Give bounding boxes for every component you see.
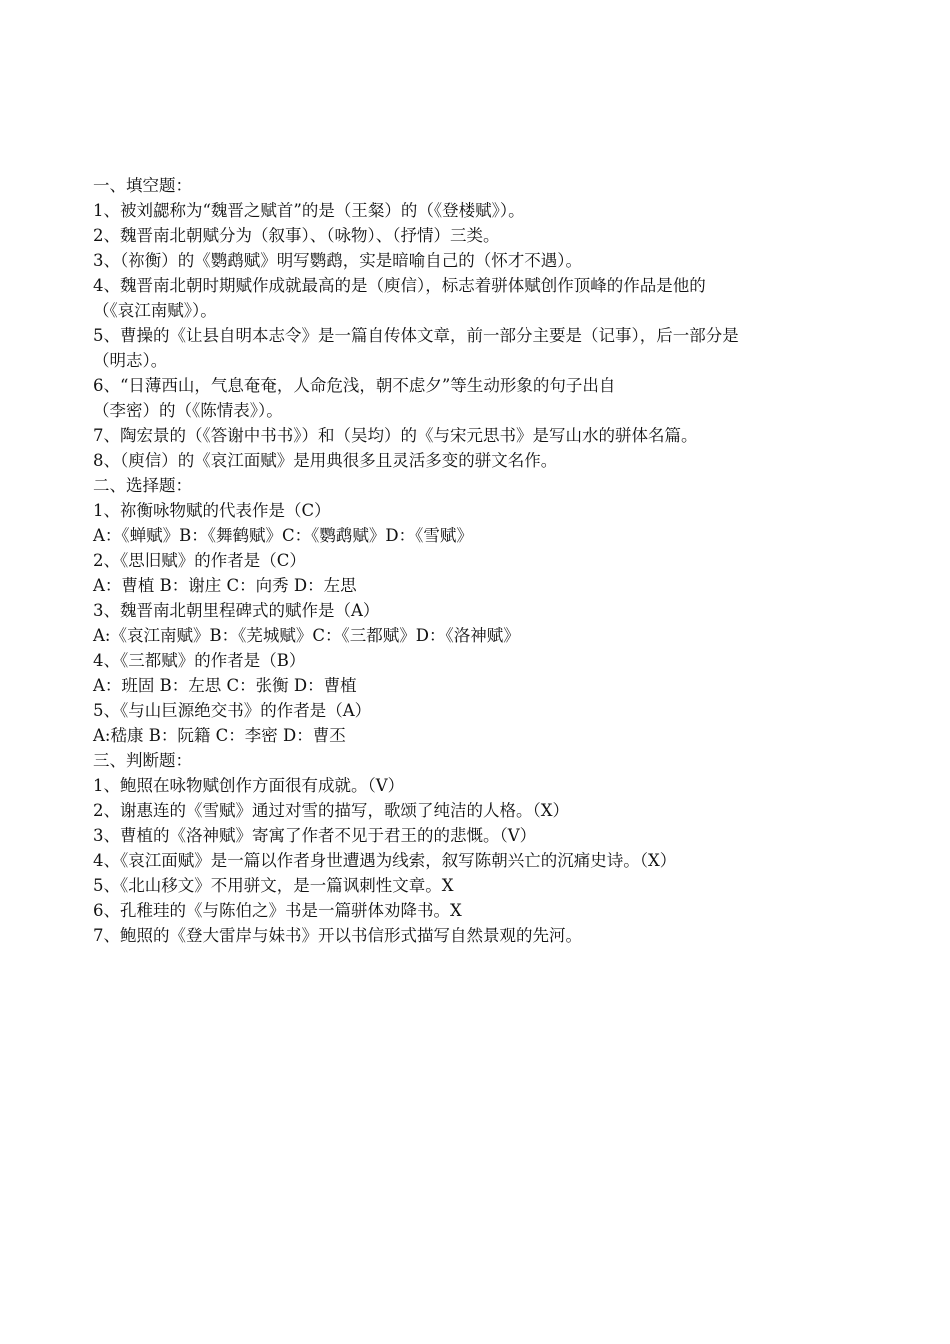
choice-question-1: 1、祢衡咏物赋的代表作是（C） bbox=[93, 501, 331, 520]
fill-in-question-1: 1、被刘勰称为“魏晋之赋首”的是（王粲）的（《登楼赋》）。 bbox=[93, 201, 525, 220]
fill-in-question-8: 8、（庾信）的《哀江面赋》是用典很多且灵活多变的骈文名作。 bbox=[93, 451, 558, 470]
choice-options-5: A:嵇康 B：阮籍 C：李密 D：曹丕 bbox=[93, 726, 346, 745]
fill-in-question-5: 5、曹操的《让县自明本志令》是一篇自传体文章，前一部分主要是（记事），后一部分是 bbox=[93, 326, 739, 345]
true-false-question-1: 1、鲍照在咏物赋创作方面很有成就。（V） bbox=[93, 776, 405, 795]
fill-in-question-4-continued: （《哀江南赋》）。 bbox=[93, 301, 217, 320]
choice-options-3: A:《哀江南赋》B：《芜城赋》C：《三都赋》D：《洛神赋》 bbox=[93, 626, 520, 645]
true-false-question-5: 5、《北山移文》不用骈文，是一篇讽刺性文章。X bbox=[93, 876, 454, 895]
true-false-question-7: 7、鲍照的《登大雷岸与妹书》开以书信形式描写自然景观的先河。 bbox=[93, 926, 582, 945]
section-heading-multiple-choice: 二、选择题： bbox=[93, 476, 192, 495]
fill-in-question-3: 3、（祢衡）的《鹦鹉赋》明写鹦鹉，实是暗喻自己的（怀才不遇）。 bbox=[93, 251, 582, 270]
choice-question-2: 2、《思旧赋》的作者是（C） bbox=[93, 551, 306, 570]
fill-in-question-6-continued: （李密）的（《陈情表》）。 bbox=[93, 401, 283, 420]
choice-options-4: A：班固 B：左思 C：张衡 D：曹植 bbox=[93, 676, 357, 695]
true-false-question-2: 2、谢惠连的《雪赋》通过对雪的描写，歌颂了纯洁的人格。（X） bbox=[93, 801, 569, 820]
choice-options-1: A：《蝉赋》B：《舞鹤赋》C：《鹦鹉赋》D：《雪赋》 bbox=[93, 526, 473, 545]
choice-question-3: 3、魏晋南北朝里程碑式的赋作是（A） bbox=[93, 601, 380, 620]
section-heading-fill-in: 一、填空题： bbox=[93, 176, 192, 195]
fill-in-question-7: 7、陶宏景的（《答谢中书书》）和（吴均）的《与宋元思书》是写山水的骈体名篇。 bbox=[93, 426, 698, 445]
section-heading-true-false: 三、判断题： bbox=[93, 751, 192, 770]
document-body bbox=[93, 173, 883, 948]
true-false-question-4: 4、《哀江面赋》是一篇以作者身世遭遇为线索，叙写陈朝兴亡的沉痛史诗。（X） bbox=[93, 851, 677, 870]
fill-in-question-4: 4、魏晋南北朝时期赋作成就最高的是（庾信），标志着骈体赋创作顶峰的作品是他的 bbox=[93, 276, 706, 295]
fill-in-question-5-continued: （明志）。 bbox=[93, 351, 168, 370]
fill-in-question-2: 2、魏晋南北朝赋分为（叙事）、（咏物）、（抒情）三类。 bbox=[93, 226, 500, 245]
true-false-question-3: 3、曹植的《洛神赋》寄寓了作者不见于君王的的悲慨。（V） bbox=[93, 826, 537, 845]
true-false-question-6: 6、孔稚珪的《与陈伯之》书是一篇骈体劝降书。X bbox=[93, 901, 462, 920]
choice-question-4: 4、《三都赋》的作者是（B） bbox=[93, 651, 306, 670]
choice-options-2: A：曹植 B：谢庄 C：向秀 D：左思 bbox=[93, 576, 357, 595]
fill-in-question-6: 6、“日薄西山，气息奄奄，人命危浅，朝不虑夕”等生动形象的句子出自 bbox=[93, 376, 616, 395]
choice-question-5: 5、《与山巨源绝交书》的作者是（A） bbox=[93, 701, 372, 720]
